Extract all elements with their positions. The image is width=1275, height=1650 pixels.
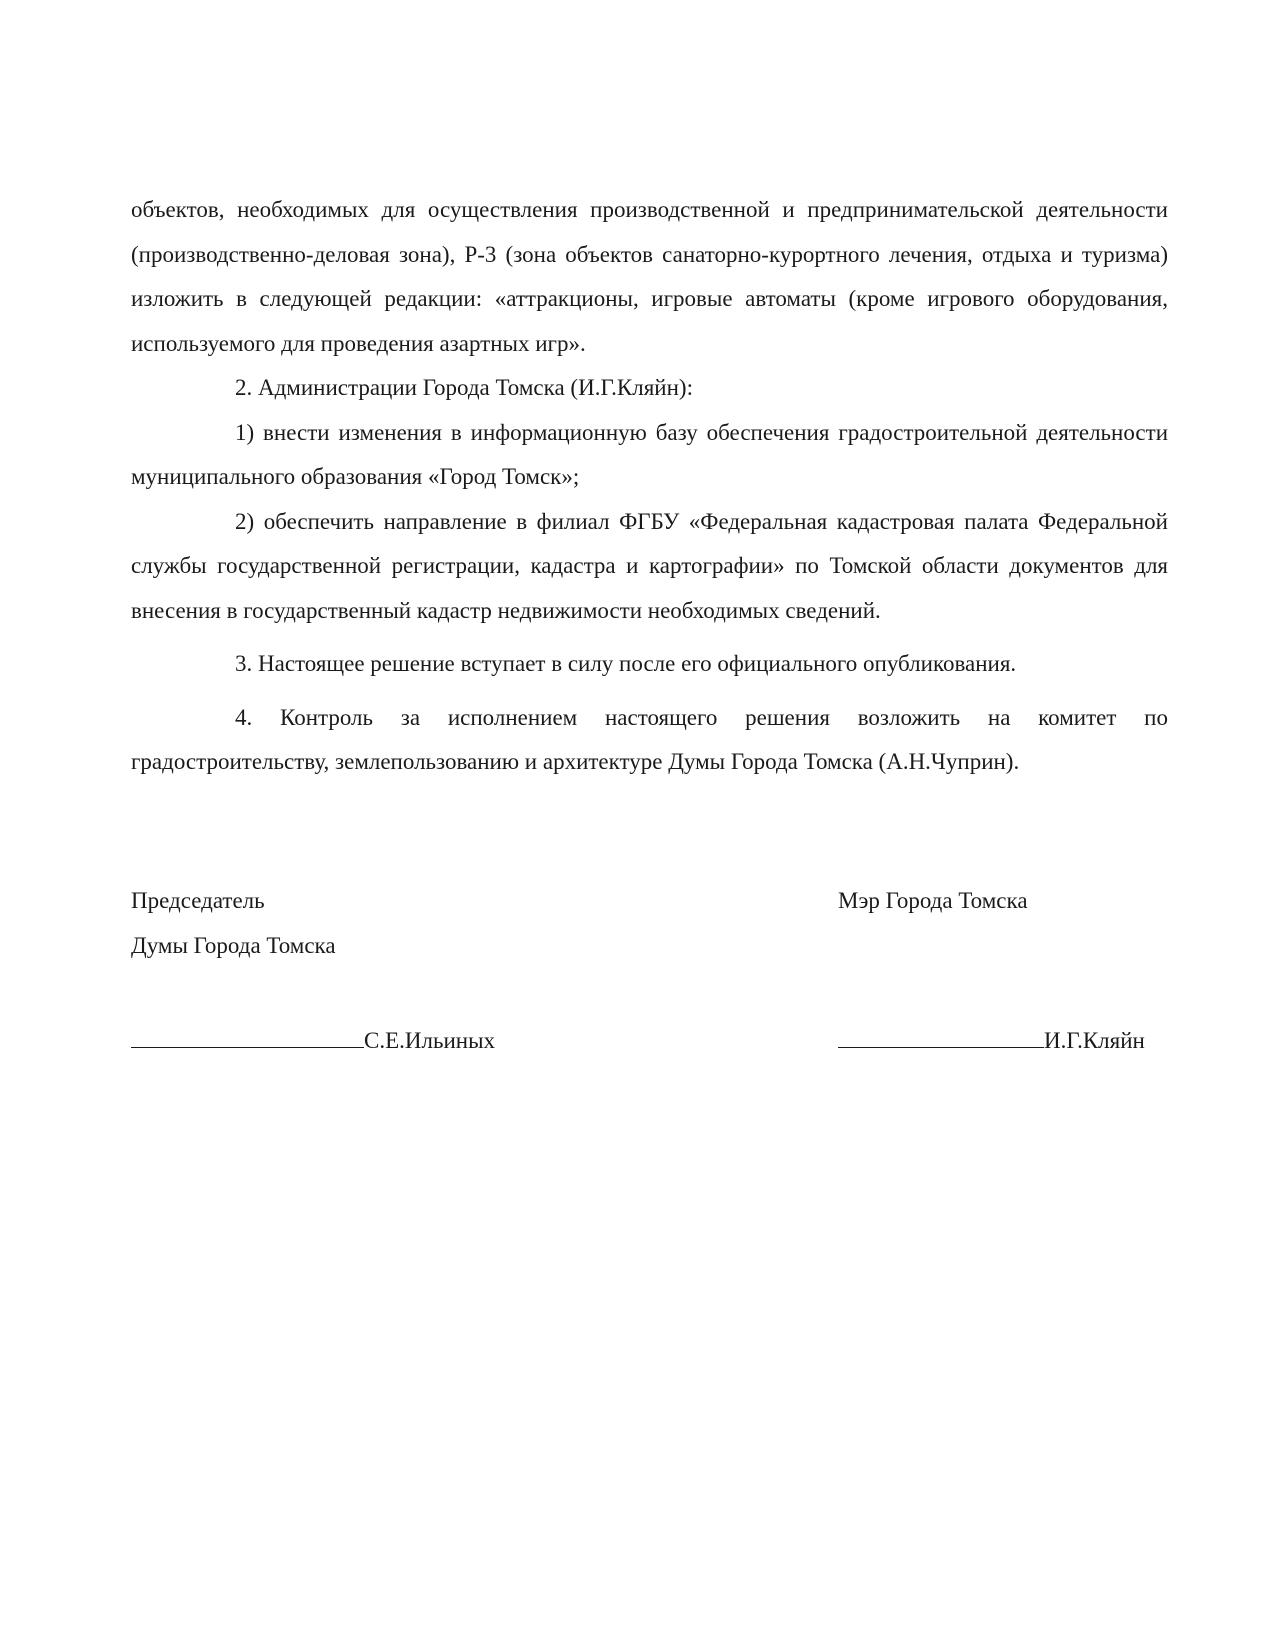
signature-block-mayor bbox=[838, 878, 1028, 923]
mayor-name: И.Г.Кляйн bbox=[1044, 1028, 1145, 1053]
chairman-name: С.Е.Ильиных bbox=[364, 1028, 496, 1053]
paragraph-item-1: 1) внести изменения в информационную базу обеспечения градостроительной деятельности муниципального образования «Город Томск»; bbox=[131, 419, 1168, 489]
mayor-title: Мэр Города Томска bbox=[838, 888, 1028, 913]
document-body bbox=[131, 188, 1168, 785]
paragraph-item-2: 2) обеспечить направление в филиал ФГБУ «Федеральная кадастровая палата Федеральной службы государственной регистрации, кадастра и картографии» по Томской области документов для внесения в государственный кадастр недвижимости необходимых сведений. bbox=[131, 508, 1168, 623]
chairman-title-line2: Думы Города Томска bbox=[131, 933, 336, 958]
paragraph-zone-amendment: объектов, необходимых для осуществления производственной и предпринимательской деятельности (производственно-деловая зона), Р-3 (зона объектов санаторно-курортного лечения, отдыха и туризма) изложить в следующей редакции: «аттракционы, игровые автоматы (кроме игрового оборудования, используемого для проведения азартных игр». bbox=[131, 197, 1168, 356]
paragraph-effective: 3. Настоящее решение вступает в силу после его официального опубликования. bbox=[235, 651, 1017, 676]
signature-block-chairman bbox=[131, 878, 336, 968]
chairman-title-line1: Председатель bbox=[131, 888, 265, 913]
signature-underline bbox=[838, 1025, 1044, 1048]
signature-line-mayor bbox=[838, 1025, 1145, 1056]
signature-line-chairman bbox=[131, 1025, 495, 1056]
signature-underline bbox=[131, 1025, 364, 1048]
paragraph-administration: 2. Администрации Города Томска (И.Г.Кляйн): bbox=[235, 375, 693, 400]
paragraph-control: 4. Контроль за исполнением настоящего решения возложить на комитет по градостроительству, землепользованию и архитектуре Думы Города Томска (А.Н.Чуприн). bbox=[131, 704, 1168, 774]
